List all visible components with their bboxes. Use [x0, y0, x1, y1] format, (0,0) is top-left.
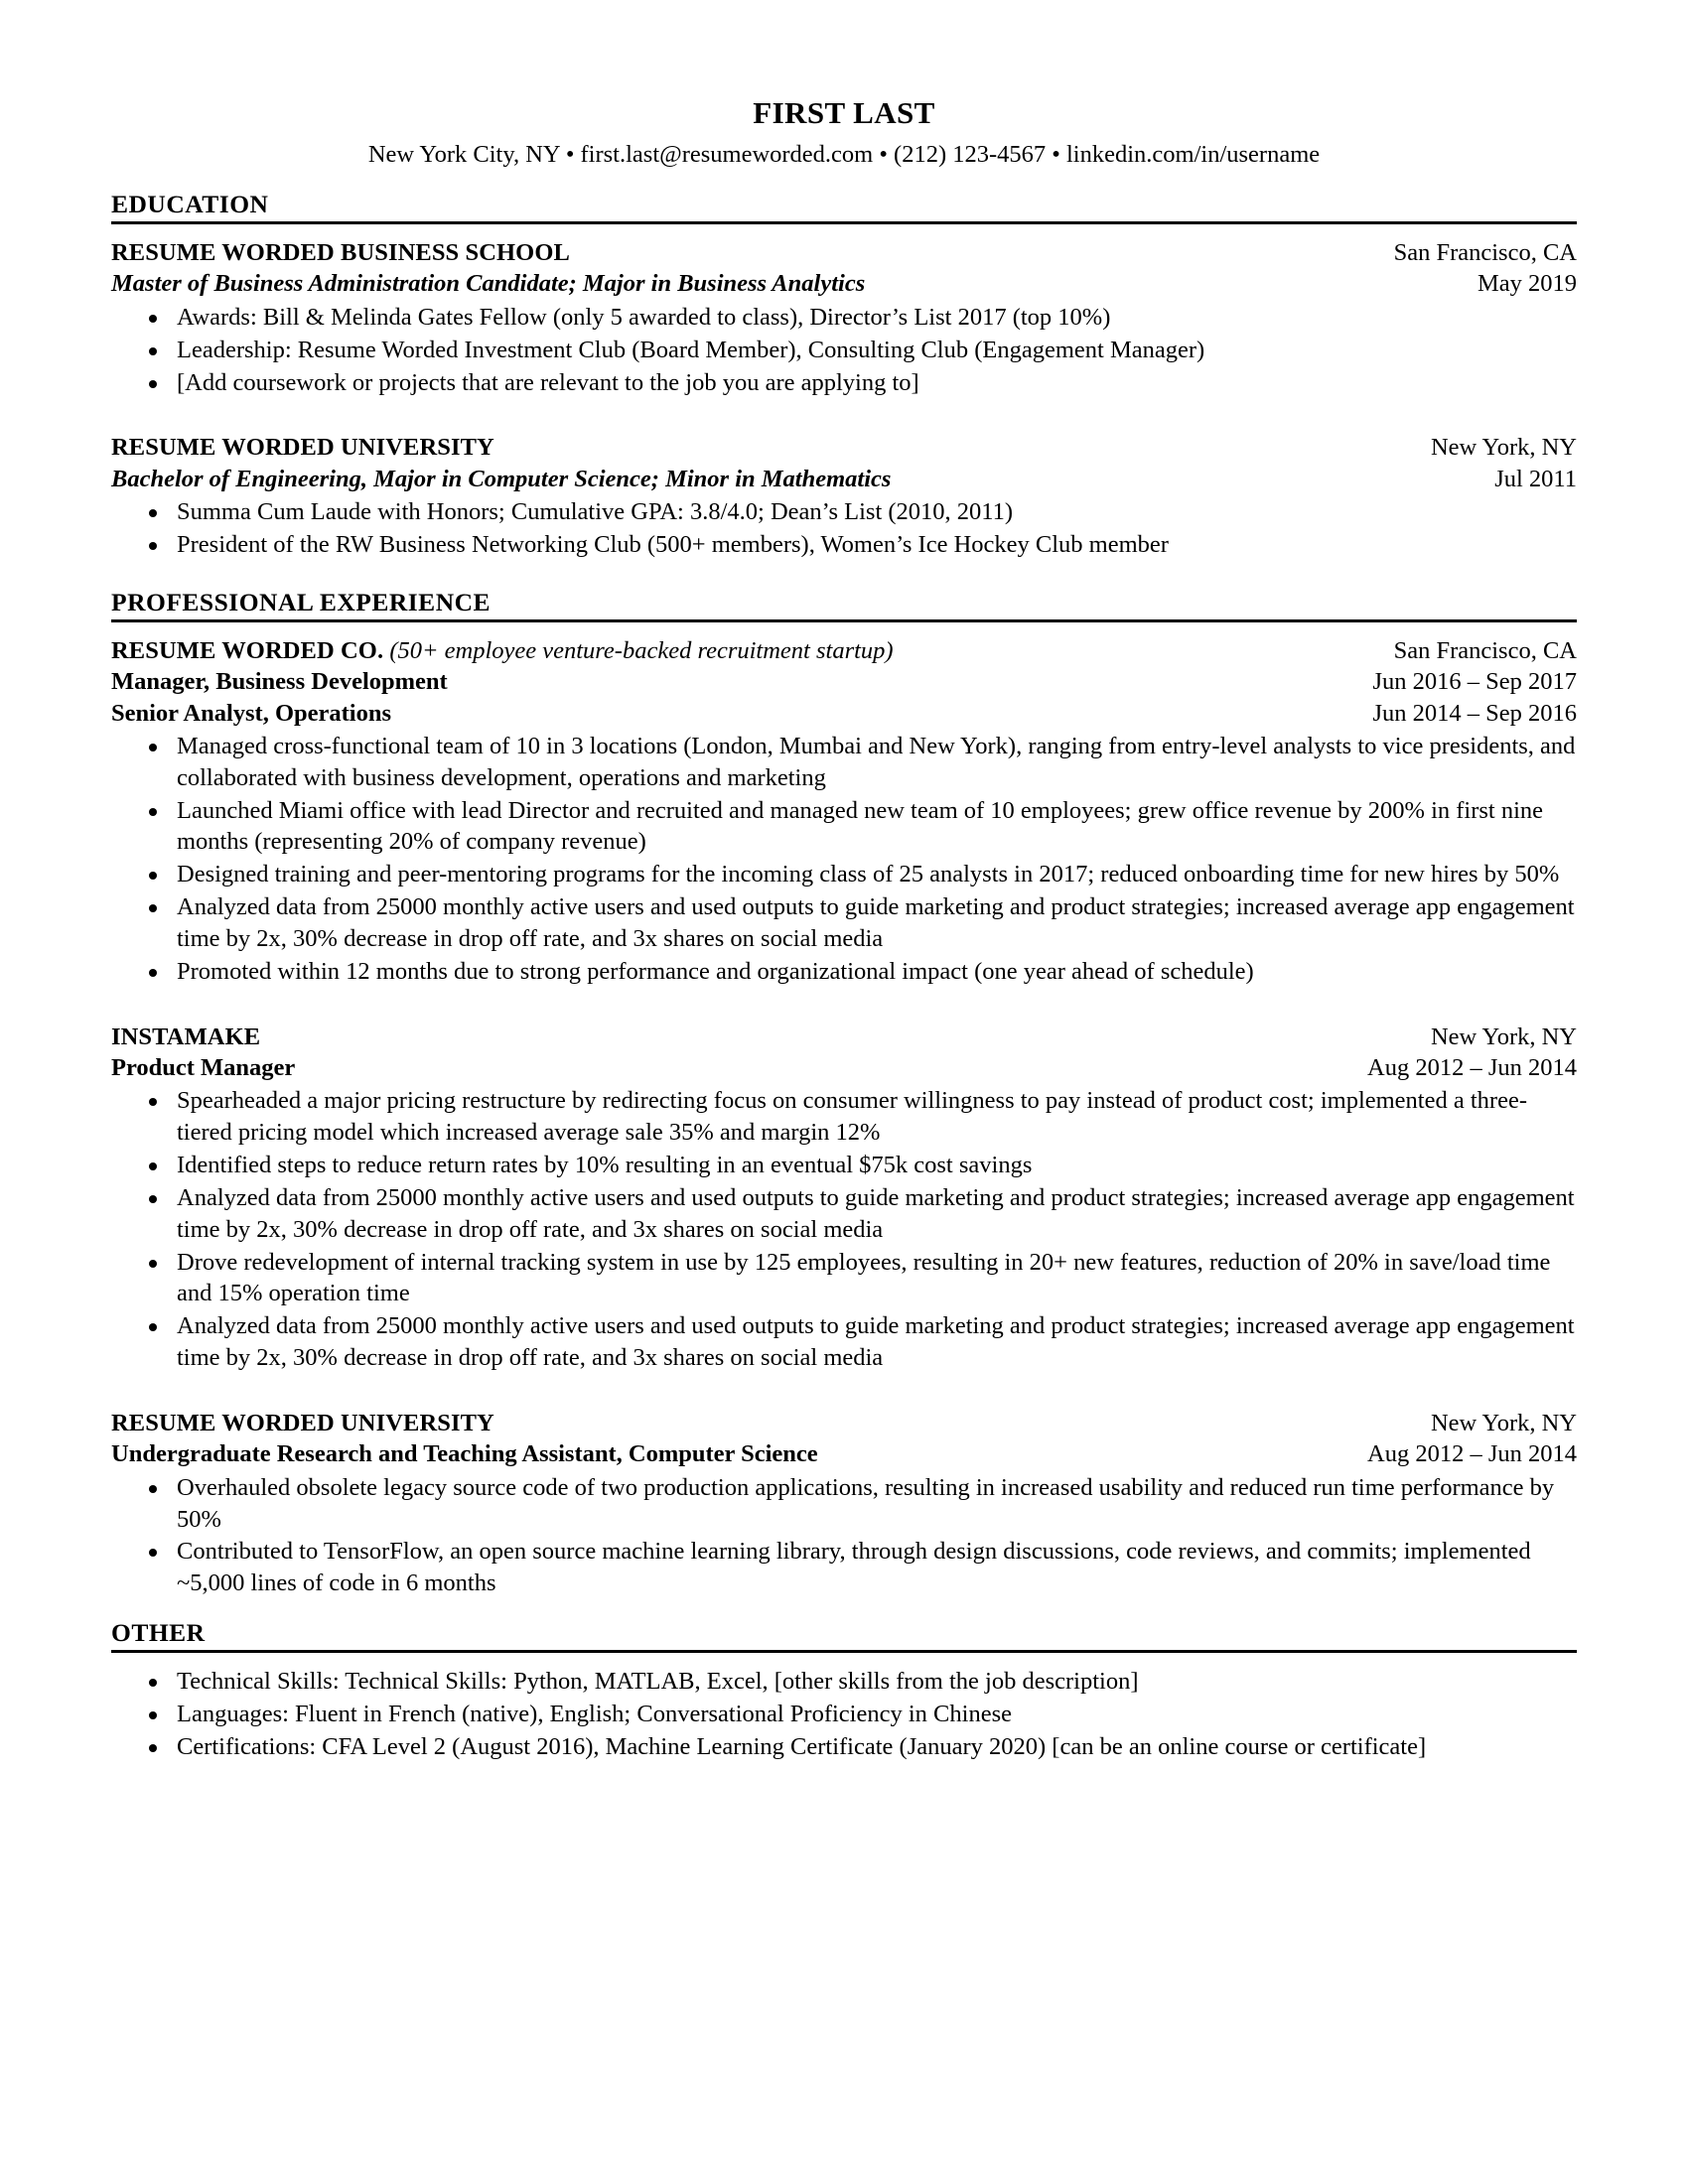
experience-company-name: RESUME WORDED UNIVERSITY	[111, 1409, 494, 1436]
education-school-name: RESUME WORDED BUSINESS SCHOOL	[111, 239, 570, 267]
education-entry-subheader	[111, 464, 1577, 494]
experience-role-title: Undergraduate Research and Teaching Assistant, Computer Science	[111, 1440, 818, 1468]
section-title-education: EDUCATION	[111, 190, 1577, 224]
education-degree: Master of Business Administration Candidate; Major in Business Analytics	[111, 270, 866, 298]
experience-entry	[111, 635, 1577, 988]
experience-company-line	[111, 635, 894, 666]
candidate-name: FIRST LAST	[753, 95, 935, 130]
experience-bullet-list	[111, 1472, 1577, 1599]
experience-role-title: Manager, Business Development	[111, 668, 448, 696]
list-item: Identified steps to reduce return rates by 10% resulting in an eventual $75k cost savings	[111, 1150, 1577, 1181]
list-item: Contributed to TensorFlow, an open source machine learning library, through design discussions, code reviews, and commits; implemented ~5,000 lines of code in 6 months	[111, 1536, 1577, 1599]
spacer	[111, 1390, 1577, 1408]
spacer	[111, 1600, 1577, 1618]
education-entry-header	[111, 237, 1577, 268]
education-date: Jul 2011	[1494, 465, 1577, 492]
spacer	[111, 414, 1577, 432]
experience-location: New York, NY	[1430, 1023, 1577, 1050]
list-item: Awards: Bill & Melinda Gates Fellow (only 5 awarded to class), Director’s List 2017 (top 10%)	[111, 302, 1577, 334]
list-item: Analyzed data from 25000 monthly active users and used outputs to guide marketing and product strategies; increased average app engagement time by 2x, 30% decrease in drop off rate, and 3x shares on social media	[111, 1310, 1577, 1374]
experience-entry-header	[111, 1408, 1577, 1438]
experience-entry-header	[111, 635, 1577, 666]
education-entry-header	[111, 432, 1577, 463]
list-item: Summa Cum Laude with Honors; Cumulative GPA: 3.8/4.0; Dean’s List (2010, 2011)	[111, 496, 1577, 528]
section-experience	[111, 588, 1577, 1599]
list-item: President of the RW Business Networking Club (500+ members), Women’s Ice Hockey Club member	[111, 529, 1577, 561]
list-item: Analyzed data from 25000 monthly active users and used outputs to guide marketing and product strategies; increased average app engagement time by 2x, 30% decrease in drop off rate, and 3x shares on social media	[111, 1182, 1577, 1246]
list-item: Promoted within 12 months due to strong performance and organizational impact (one year ahead of schedule)	[111, 956, 1577, 988]
experience-company-name: INSTAMAKE	[111, 1023, 261, 1050]
section-other	[111, 1618, 1577, 1763]
list-item: Managed cross-functional team of 10 in 3 locations (London, Mumbai and New York), ranging from entry-level analysts to vice presidents, and collaborated with business development, operations and marketing	[111, 731, 1577, 794]
experience-entry	[111, 1022, 1577, 1374]
education-date: May 2019	[1477, 270, 1577, 298]
experience-role-date: Aug 2012 – Jun 2014	[1367, 1440, 1577, 1468]
education-bullet-list	[111, 496, 1577, 561]
experience-bullet-list	[111, 731, 1577, 988]
education-entry	[111, 432, 1577, 560]
list-item: Overhauled obsolete legacy source code of two production applications, resulting in increased usability and reduced run time performance by 50%	[111, 1472, 1577, 1536]
list-item: Designed training and peer-mentoring programs for the incoming class of 25 analysts in 2017; reduced onboarding time for new hires by 50%	[111, 859, 1577, 890]
experience-role-title: Senior Analyst, Operations	[111, 699, 392, 727]
experience-role-date: Jun 2014 – Sep 2016	[1372, 699, 1577, 727]
experience-bullet-list	[111, 1085, 1577, 1374]
experience-company-line	[111, 1408, 494, 1438]
experience-role-date: Jun 2016 – Sep 2017	[1372, 668, 1577, 696]
education-bullet-list	[111, 302, 1577, 399]
experience-role-row	[111, 698, 1577, 729]
spacer	[111, 562, 1577, 588]
experience-role-row	[111, 1438, 1577, 1469]
section-education	[111, 190, 1577, 561]
list-item: Launched Miami office with lead Director and recruited and managed new team of 10 employees; grew office revenue by 200% in first nine months (representing 20% of company revenue)	[111, 795, 1577, 859]
education-degree: Bachelor of Engineering, Major in Computer Science; Minor in Mathematics	[111, 465, 892, 492]
list-item: [Add coursework or projects that are relevant to the job you are applying to]	[111, 367, 1577, 399]
education-entry	[111, 237, 1577, 398]
list-item: Spearheaded a major pricing restructure by redirecting focus on consumer willingness to pay instead of product cost; implemented a three-tiered pricing model which increased average sale 35% and margin 12%	[111, 1085, 1577, 1149]
experience-role-date: Aug 2012 – Jun 2014	[1367, 1054, 1577, 1082]
list-item: Languages: Fluent in French (native), English; Conversational Proficiency in Chinese	[111, 1699, 1577, 1730]
section-title-other: OTHER	[111, 1618, 1577, 1653]
experience-location: New York, NY	[1430, 1409, 1577, 1436]
experience-company-name: RESUME WORDED CO.	[111, 636, 384, 664]
experience-entry	[111, 1408, 1577, 1599]
list-item: Drove redevelopment of internal tracking system in use by 125 employees, resulting in 20+ new features, reduction of 20% in save/load time and 15% operation time	[111, 1247, 1577, 1310]
list-item: Technical Skills: Technical Skills: Python, MATLAB, Excel, [other skills from the job description]	[111, 1666, 1577, 1698]
section-title-experience: PROFESSIONAL EXPERIENCE	[111, 588, 1577, 622]
spacer	[111, 1004, 1577, 1022]
experience-company-note: (50+ employee venture-backed recruitment startup)	[389, 636, 894, 664]
experience-entry-header	[111, 1022, 1577, 1052]
list-item: Leadership: Resume Worded Investment Club (Board Member), Consulting Club (Engagement Manager)	[111, 335, 1577, 366]
experience-location: San Francisco, CA	[1393, 636, 1577, 664]
experience-role-title: Product Manager	[111, 1054, 296, 1082]
contact-line: New York City, NY • first.last@resumeworded.com • (212) 123-4567 • linkedin.com/in/username	[367, 140, 1321, 168]
education-location: New York, NY	[1430, 434, 1577, 462]
experience-company-line	[111, 1022, 260, 1052]
education-location: San Francisco, CA	[1393, 239, 1577, 267]
education-entry-subheader	[111, 268, 1577, 299]
experience-role-row	[111, 1052, 1577, 1083]
list-item: Analyzed data from 25000 monthly active users and used outputs to guide marketing and product strategies; increased average app engagement time by 2x, 30% decrease in drop off rate, and 3x shares on social media	[111, 891, 1577, 955]
list-item: Certifications: CFA Level 2 (August 2016), Machine Learning Certificate (January 2020) [can be an online course or certificate]	[111, 1731, 1577, 1763]
experience-role-row	[111, 666, 1577, 697]
education-school-name: RESUME WORDED UNIVERSITY	[111, 434, 494, 462]
other-bullet-list	[111, 1666, 1577, 1763]
